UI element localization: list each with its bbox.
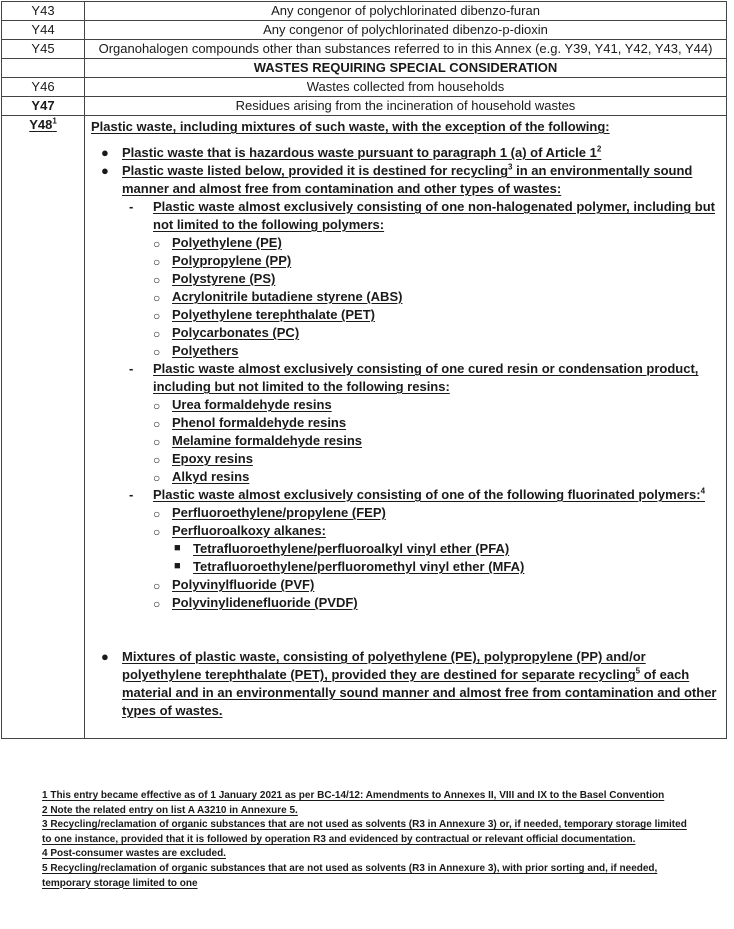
bullet-text: in an environmentally sound manner and almost free from contamination and other types of wastes:	[122, 163, 693, 196]
circle-bullet-icon: ○	[153, 471, 161, 485]
waste-code: Y43	[2, 2, 85, 21]
polymer-name: Perfluoroalkoxy alkanes:	[172, 523, 326, 538]
circle-bullet-icon: ○	[153, 453, 161, 467]
circle-bullet-icon: ○	[153, 399, 161, 413]
circle-bullet-icon: ○	[153, 525, 161, 539]
resin-name: Urea formaldehyde resins	[172, 397, 332, 412]
waste-description: Wastes collected from households	[85, 78, 727, 97]
polymer-name: Polyethylene terephthalate (PET)	[172, 307, 375, 322]
dash-text: Plastic waste almost exclusively consisting of one non-halogenated polymer, including but not limited to the following polymers:	[153, 199, 716, 232]
list-item	[153, 414, 720, 432]
list-item	[122, 486, 720, 612]
circle-bullet-icon: ○	[153, 597, 161, 611]
circle-bullet-icon: ○	[153, 255, 161, 269]
list-item	[153, 504, 720, 522]
dash-icon: -	[129, 361, 134, 376]
table-row	[2, 97, 727, 116]
list-item	[153, 396, 720, 414]
list-item	[91, 144, 720, 162]
table-row	[2, 40, 727, 59]
polymer-name: Polyethers	[172, 343, 239, 358]
polymer-name: Tetrafluoroethylene/perfluoroalkyl vinyl ether (PFA)	[193, 541, 510, 556]
list-item	[153, 288, 720, 306]
list-item	[172, 540, 720, 558]
footnotes	[42, 789, 692, 891]
footnote-ref: 5	[635, 666, 641, 676]
table-row	[2, 2, 727, 21]
circle-bullet-icon: ○	[153, 273, 161, 287]
resin-name: Phenol formaldehyde resins	[172, 415, 347, 430]
circle-bullet-icon: ○	[153, 417, 161, 431]
table-row	[2, 21, 727, 40]
bullet-text: Plastic waste listed below, provided it is destined for recycling	[122, 163, 509, 178]
polymer-name: Polyvinylidenefluoride (PVDF)	[172, 595, 358, 610]
y48-description	[85, 116, 727, 739]
footnote-ref: 2	[596, 144, 602, 154]
list-item	[172, 558, 720, 576]
waste-code: Y45	[2, 40, 85, 59]
list-item	[153, 306, 720, 324]
waste-description: Any congenor of polychlorinated dibenzo-p-dioxin	[85, 21, 727, 40]
resin-name: Epoxy resins	[172, 451, 253, 466]
square-bullet-icon: ■	[174, 560, 181, 572]
list-item	[153, 324, 720, 342]
resin-name: Melamine formaldehyde resins	[172, 433, 363, 448]
list-item	[153, 342, 720, 360]
polymer-name: Tetrafluoroethylene/perfluoromethyl vinyl ether (MFA)	[193, 559, 525, 574]
list-item	[153, 234, 720, 252]
bullet-text: of each material and in an environmentally sound manner and almost free from contamination and other types of wastes.	[122, 667, 717, 718]
list-item	[153, 450, 720, 468]
footnote: 3 Recycling/reclamation of organic substances that are not used as solvents (R3 in Annexure 3) or, if needed, temporary storage limited to one instance, provided that it is followed by operation R3 and evidenced by contractual or relevant official documentation.	[42, 819, 687, 845]
circle-bullet-icon: ○	[153, 327, 161, 341]
bullet-text: Plastic waste that is hazardous waste pursuant to paragraph 1 (a) of Article 1	[122, 145, 597, 160]
y48-code-cell	[2, 116, 85, 739]
circle-bullet-icon: ○	[153, 435, 161, 449]
empty-cell	[2, 59, 85, 78]
bullet-icon: ●	[101, 649, 109, 664]
circle-bullet-icon: ○	[153, 309, 161, 323]
polymer-name: Polypropylene (PP)	[172, 253, 292, 268]
footnote-ref: 4	[700, 486, 706, 496]
square-bullet-icon: ■	[174, 542, 181, 554]
polymer-name: Polyvinylfluoride (PVF)	[172, 577, 315, 592]
waste-code: Y44	[2, 21, 85, 40]
footnote: 5 Recycling/reclamation of organic substances that are not used as solvents (R3 in Annexure 3), with prior sorting and, if needed, temporary storage limited to one	[42, 862, 658, 889]
bullet-icon: ●	[101, 145, 109, 160]
footnote: 1 This entry became effective as of 1 January 2021 as per BC-14/12: Amendments to Annexes II, VIII and IX to the Basel Convention	[42, 790, 665, 801]
spacer	[91, 612, 720, 648]
circle-bullet-icon: ○	[153, 237, 161, 251]
list-item	[91, 162, 720, 612]
footnote: 2 Note the related entry on list A A3210 in Annexure 5.	[42, 804, 298, 816]
footnote-ref: 1	[52, 116, 57, 126]
circle-bullet-icon: ○	[153, 507, 161, 521]
y48-intro: Plastic waste, including mixtures of such waste, with the exception of the following:	[91, 119, 610, 134]
footnote: 4 Post-consumer wastes are excluded.	[42, 848, 226, 860]
y48-row	[2, 116, 727, 739]
polymer-name: Acrylonitrile butadiene styrene (ABS)	[172, 289, 403, 304]
list-item	[153, 270, 720, 288]
circle-bullet-icon: ○	[153, 345, 161, 359]
waste-description: Residues arising from the incineration of household wastes	[85, 97, 727, 116]
footnote-ref: 3	[508, 162, 513, 172]
waste-code: Y47	[2, 97, 85, 116]
list-item	[153, 468, 720, 486]
list-item	[153, 576, 720, 594]
table-row	[2, 78, 727, 97]
circle-bullet-icon: ○	[153, 579, 161, 593]
polymer-name: Perfluoroethylene/propylene (FEP)	[172, 505, 386, 520]
bullet-icon: ●	[101, 163, 109, 178]
section-heading: WASTES REQUIRING SPECIAL CONSIDERATION	[85, 59, 727, 78]
waste-description: Organohalogen compounds other than substances referred to in this Annex (e.g. Y39, Y41, Y42, Y43, Y44)	[85, 40, 727, 59]
dash-text: Plastic waste almost exclusively consisting of one of the following fluorinated polymers:	[153, 487, 701, 502]
waste-code: Y48	[29, 117, 53, 132]
polymer-name: Polyethylene (PE)	[172, 235, 282, 250]
list-item	[153, 432, 720, 450]
waste-code: Y46	[2, 78, 85, 97]
resin-name: Alkyd resins	[172, 469, 250, 484]
list-item	[122, 198, 720, 360]
annex-table	[1, 1, 727, 739]
list-item	[122, 360, 720, 486]
dash-icon: -	[129, 487, 134, 502]
dash-icon: -	[129, 199, 134, 214]
list-item	[91, 648, 720, 720]
list-item	[153, 594, 720, 612]
dash-text: Plastic waste almost exclusively consisting of one cured resin or condensation product, including but not limited to the following resins:	[153, 361, 699, 394]
polymer-name: Polystyrene (PS)	[172, 271, 276, 286]
list-item	[153, 522, 720, 576]
circle-bullet-icon: ○	[153, 291, 161, 305]
list-item	[153, 252, 720, 270]
bullet-text: Mixtures of plastic waste, consisting of polyethylene (PE), polypropylene (PP) and/or polyethylene terephthalate (PET), provided they are destined for separate recycling	[122, 649, 646, 682]
waste-description: Any congenor of polychlorinated dibenzo-furan	[85, 2, 727, 21]
polymer-name: Polycarbonates (PC)	[172, 325, 300, 340]
section-heading-row	[2, 59, 727, 78]
